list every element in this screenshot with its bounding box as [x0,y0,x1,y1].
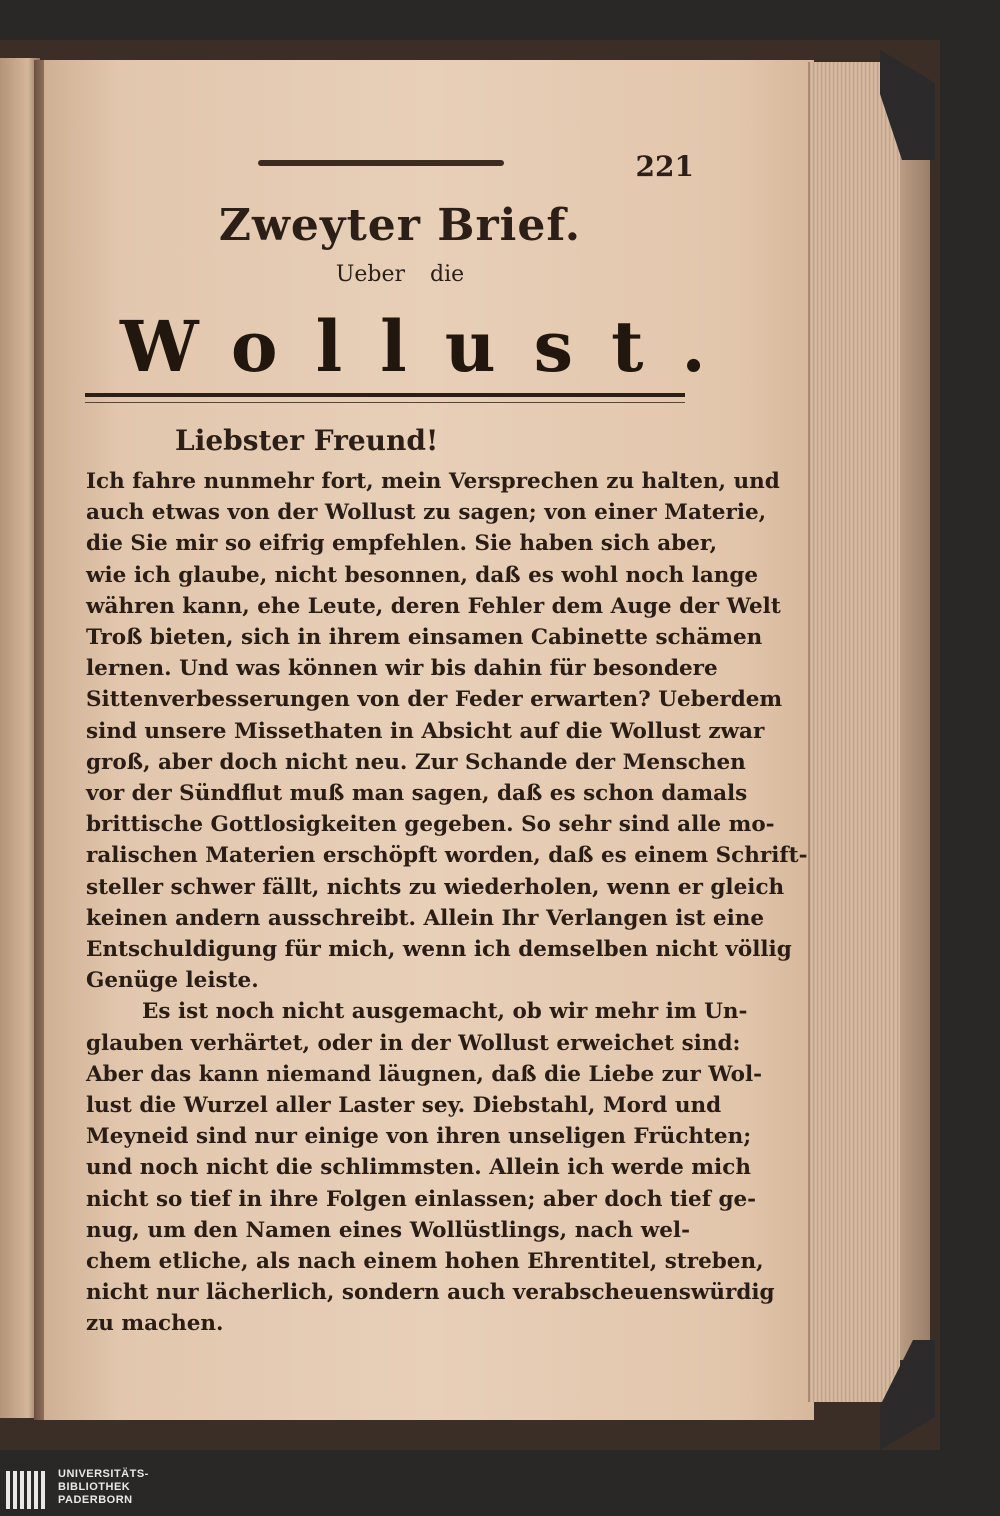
text-line: Entschuldigung für mich, wenn ich demselben nicht völlig [86,937,792,963]
logo-line: PADERBORN [58,1494,133,1506]
text-line: wie ich glaube, nicht besonnen, daß es wohl noch lange [86,562,759,588]
text-line: brittische Gottlosigkeiten gegeben. So sehr sind alle mo- [86,812,775,838]
text-line: nicht nur lächerlich, sondern auch verabscheuenswürdig [86,1280,775,1306]
text-line: Ich fahre nunmehr fort, mein Versprechen zu halten, und [86,469,780,494]
text-line: auch etwas von der Wollust zu sagen; von einer Materie, [86,500,767,526]
text-line: Troß bieten, sich in ihrem einsamen Cabinette schämen [86,625,763,651]
text-line: chem etliche, als nach einem hohen Ehrentitel, streben, [86,1249,764,1275]
text-line: nicht so tief in ihre Folgen einlassen; aber doch tief ge- [86,1186,757,1212]
text-line: lust die Wurzel aller Laster sey. Diebstahl, Mord und [86,1093,722,1119]
paragraph-2 [86,996,775,1339]
text-line: groß, aber doch nicht neu. Zur Schande der Menschen [86,749,746,775]
text-line: nug, um den Namen eines Wollüstlings, nach wel- [86,1217,690,1243]
library-logo-icon [6,1471,50,1509]
title-rule [85,393,685,403]
text-line: keinen andern ausschreibt. Allein Ihr Verlangen ist eine [86,905,765,931]
text-line: sind unsere Missethaten in Absicht auf die Wollust zwar [86,718,765,744]
letter-heading: Wollust. [120,305,744,388]
text-line: vor der Sündflut muß man sagen, daß es schon damals [86,781,748,807]
text-line: die Sie mir so eifrig empfehlen. Sie haben sich aber, [86,531,718,557]
text-line: glauben verhärtet, oder in der Wollust erweichet sind: [86,1030,741,1056]
text-line: währen kann, ehe Leute, deren Fehler dem Auge der Welt [86,593,781,619]
text-line: steller schwer fällt, nichts zu wiederholen, wenn er gleich [86,874,785,900]
paragraph-1 [86,466,808,996]
text-line: und noch nicht die schlimmsten. Allein ich werde mich [86,1155,751,1181]
page-number: 221 [635,150,694,183]
text-line: Aber das kann niemand läugnen, daß die Liebe zur Wol- [86,1061,763,1087]
text-line: Meyneid sind nur einige von ihren unseligen Früchten; [86,1124,752,1150]
letter-subtitle: Ueber die [335,262,465,287]
letter-title: Zweyter Brief. [218,200,582,251]
body-text [86,466,808,1340]
salutation: Liebster Freund! [175,424,439,457]
text-line: Genüge leiste. [86,968,259,994]
logo-line: BIBLIOTHEK [58,1481,131,1493]
logo-line: UNIVERSITÄTS- [58,1468,149,1480]
page-stack-edges [808,62,900,1402]
text-line: lernen. Und was können wir bis dahin für besondere [86,656,718,682]
text-line: Es ist noch nicht ausgemacht, ob wir mehr im Un- [142,999,748,1025]
text-line: ralischen Materien erschöpft worden, daß es einem Schrift- [86,843,808,869]
text-line: Sittenverbesserungen von der Feder erwarten? Ueberdem [86,687,783,713]
library-logo-text [58,1468,258,1507]
header-rule [258,160,504,166]
text-line: zu machen. [86,1311,224,1337]
